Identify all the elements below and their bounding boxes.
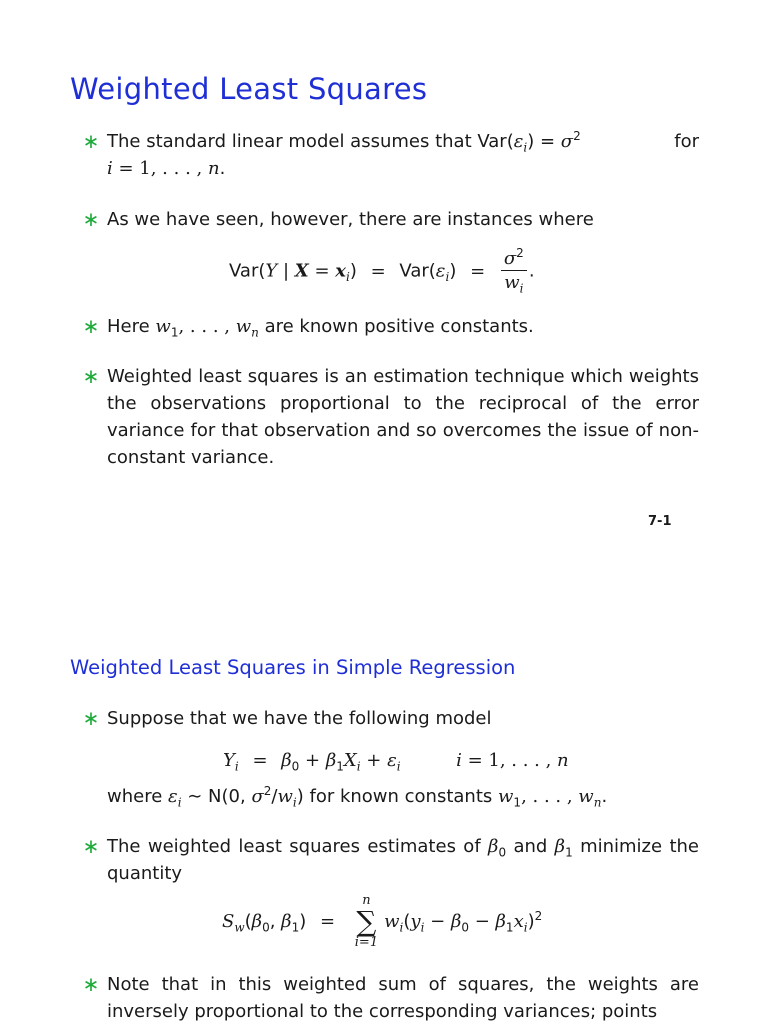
asterisk-bullet-icon: ∗ (82, 129, 100, 153)
asterisk-bullet-icon: ∗ (82, 834, 100, 858)
fraction: $\frac{\sigma^2}{w_i}$ (501, 248, 527, 295)
slide-title: Weighted Least Squares in Simple Regression (70, 656, 516, 679)
asterisk-bullet-icon: ∗ (82, 364, 100, 388)
asterisk-bullet-icon: ∗ (82, 207, 100, 231)
asterisk-bullet-icon: ∗ (82, 706, 100, 730)
summation-sign: n ∑ i=1 (354, 893, 379, 950)
model-equation: $Y_i = \beta_0 + \beta_1X_i + \varepsilon_i$ i = 1, . . . , n (223, 750, 569, 774)
objective-equation: $S_w(\beta_0$, $\beta_1$) = n ∑ i=1 $w_i(y_i - \beta_0 - \beta_1x_i)^2$ (222, 893, 543, 950)
page-number: 7-1 (648, 514, 672, 529)
asterisk-bullet-icon: ∗ (82, 314, 100, 338)
bullet-text: As we have seen, however, there are instances where (107, 209, 594, 230)
bullet-text: The standard linear model assumes that $Var(\varepsilon_i) = \sigma^2$ for i = 1, . . . , n. (107, 129, 699, 179)
where-clause: where $\varepsilon_i$ ∼ N(0, $\sigma^2/w_i$) for known constants $w_1$, . . . , $w_n$. (107, 784, 608, 810)
bullet-text: Here $w_1$, . . . , $w_n$ are known positive constants. (107, 316, 534, 340)
bullet-text: Note that in this weighted sum of squares, the weights are inversely proportional to the corresponding variances; points (107, 974, 699, 1022)
bullet-text: Suppose that we have the following model (107, 708, 492, 729)
bullet-text: The weighted least squares estimates of $\beta_0$ and $\beta_1$ minimize the quantity (107, 836, 699, 884)
slide-7-2 (0, 640, 768, 1024)
bullet-text: Weighted least squares is an estimation technique which weights the observations proportional to the reciprocal of the error variance for that observation and so overcomes the issue of non-constant variance. (107, 366, 699, 468)
slide-title: Weighted Least Squares (70, 72, 428, 106)
asterisk-bullet-icon: ∗ (82, 972, 100, 996)
variance-equation: Var(Y | $X = x_i) = Var(\varepsilon_i)$ = $\frac{\sigma^2}{w_i}$ . (229, 246, 535, 296)
